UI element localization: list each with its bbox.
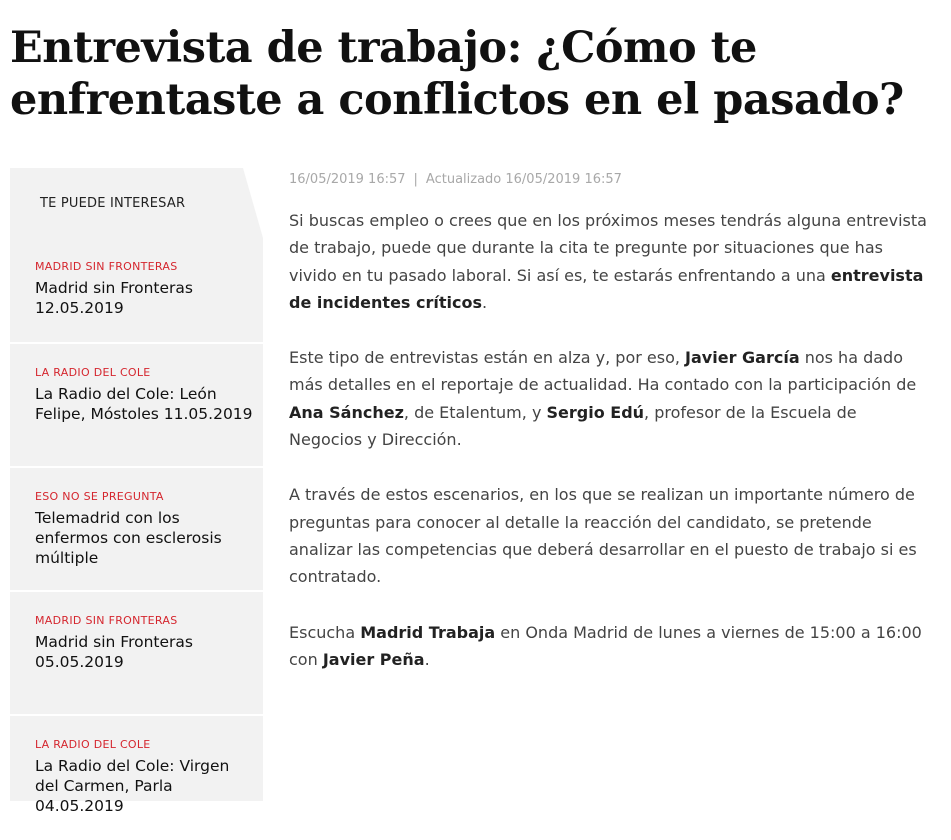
bold-text: Madrid Trabaja: [360, 622, 496, 642]
related-item[interactable]: [10, 716, 263, 840]
paragraph-text: A través de estos escenarios, en los que se realizan un importante número de preguntas para conocer al detalle la reacción del candidato, se pretende analizar las competencias que deberá desarrollar en el puesto de trabajo si es contratado.: [289, 485, 917, 587]
bold-text: Ana Sánchez: [289, 402, 404, 422]
related-title[interactable]: La Radio del Cole: Virgen del Carmen, Parla 04.05.2019: [35, 757, 230, 815]
article-paragraph: [289, 344, 934, 453]
paragraph-text: , de Etalentum, y: [403, 402, 547, 422]
updated-date: Actualizado 16/05/2019 16:57: [425, 172, 622, 187]
article-paragraph: [289, 207, 934, 316]
paragraph-text: Este tipo de entrevistas están en alza y, por eso,: [289, 348, 686, 368]
related-title[interactable]: Madrid sin Fronteras 12.05.2019: [35, 279, 193, 317]
meta-separator: |: [413, 172, 418, 187]
related-category[interactable]: LA RADIO DEL COLE: [35, 738, 151, 751]
paragraph-text: , profesor de la Escuela de Negocios y Dirección.: [289, 402, 857, 450]
paragraph-text: .: [482, 292, 488, 312]
related-category[interactable]: MADRID SIN FRONTERAS: [35, 614, 178, 627]
article-paragraph: [289, 481, 934, 590]
published-date: 16/05/2019 16:57: [289, 172, 406, 187]
paragraph-text: .: [424, 649, 430, 669]
article-title: Entrevista de trabajo: ¿Cómo te enfrentaste a conflictos en el pasado?: [10, 23, 904, 125]
related-category[interactable]: LA RADIO DEL COLE: [35, 366, 151, 379]
related-category[interactable]: MADRID SIN FRONTERAS: [35, 260, 178, 273]
article-meta: [289, 172, 622, 187]
related-item[interactable]: [10, 238, 263, 344]
related-title[interactable]: Madrid sin Fronteras 05.05.2019: [35, 633, 193, 671]
bold-text: Javier García: [685, 348, 800, 368]
paragraph-text: Si buscas empleo o crees que en los próximos meses tendrás alguna entrevista de trabajo, puede que durante la cita te pregunte por situaciones que has vivido en tu pasado laboral. Si así es, te estarás enfrentando a una: [289, 211, 927, 285]
related-title[interactable]: La Radio del Cole: León Felipe, Móstoles 11.05.2019: [35, 385, 253, 423]
bold-text: Sergio Edú: [546, 402, 645, 422]
bold-text: entrevista de incidentes críticos: [289, 265, 924, 312]
related-sidebar: [10, 168, 263, 815]
related-item[interactable]: [10, 592, 263, 716]
paragraph-text: Escucha: [289, 622, 361, 642]
related-category[interactable]: ESO NO SE PREGUNTA: [35, 490, 164, 503]
related-list: [10, 238, 263, 840]
paragraph-text: en Onda Madrid de lunes a viernes de 15:00 a 16:00 con: [289, 622, 922, 669]
sidebar-heading: TE PUEDE INTERESAR: [40, 196, 186, 211]
bold-text: Javier Peña: [322, 649, 425, 669]
article-paragraph: [289, 619, 934, 674]
related-item[interactable]: [10, 468, 263, 592]
paragraph-text: nos ha dado más detalles en el reportaje de actualidad. Ha contado con la participación de: [289, 348, 917, 395]
sidebar-corner-fold: [243, 168, 263, 238]
related-item[interactable]: [10, 344, 263, 468]
article-body: [289, 207, 934, 701]
related-title[interactable]: Telemadrid con los enfermos con esclerosis múltiple: [35, 509, 222, 567]
